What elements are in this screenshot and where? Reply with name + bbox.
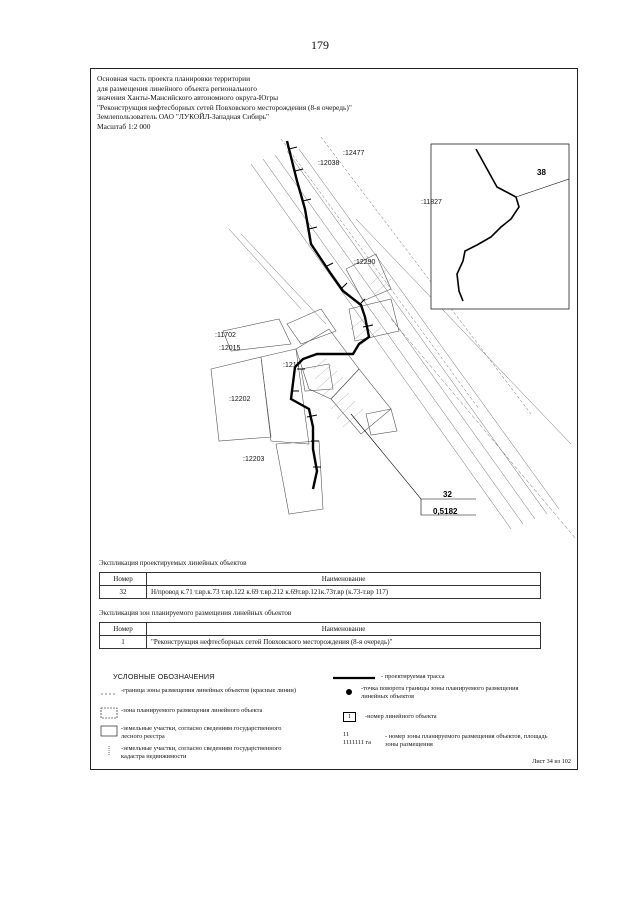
parcel-label: :12038	[318, 160, 340, 167]
legend	[91, 669, 579, 769]
zone-number: 32	[443, 490, 452, 499]
forest-parcel-symbol	[99, 725, 119, 737]
table2-caption: Экспликация зон планируемого размещения линейных объектов	[99, 609, 292, 617]
map-drawing	[91, 69, 579, 629]
title-block	[97, 74, 397, 131]
zone-area: 0,5182	[433, 507, 458, 516]
legend-item-zone: -зона планируемого размещения линейного объекта	[121, 707, 263, 714]
projected-route	[287, 141, 369, 489]
table1-cell-number: 32	[100, 586, 147, 599]
parcel-label: :11827	[421, 199, 442, 206]
table2-cell-name: "Реконструкция нефтесборных сетей Повховского месторождения (8-я очередь)"	[147, 636, 541, 649]
table2-header-number: Номер	[100, 623, 147, 636]
page-number: 179	[311, 38, 329, 52]
table1	[99, 572, 541, 599]
hatching	[313, 269, 391, 427]
table2-cell-number: 1	[100, 636, 147, 649]
parcel-label: :12203	[243, 456, 265, 463]
table1-header-number: Номер	[100, 573, 147, 586]
inset-frame	[431, 144, 569, 309]
table1-cell-name: Н/провод к.71 т.вр.к.73 т.вр.122 к.69 т.вр.212 к.69т.вр.121к.73т.вр (к.73-т.вр 117)	[147, 586, 541, 599]
title-line: Землепользователь ОАО "ЛУКОЙЛ-Западная Сибирь"	[97, 112, 270, 121]
sheet-number: Лист 34 из 102	[532, 758, 571, 765]
table1-header-name: Наименование	[147, 573, 541, 586]
table-row	[100, 636, 541, 649]
inset-label: 38	[537, 168, 546, 177]
route-symbol	[331, 674, 377, 682]
table1-caption: Экспликация проектируемых линейных объектов	[99, 559, 247, 567]
legend-title: УСЛОВНЫЕ ОБОЗНАЧЕНИЯ	[113, 672, 215, 681]
title-line: Масштаб 1:2 000	[97, 121, 151, 131]
parcel-label: :12202	[229, 396, 251, 403]
cadastre-parcel-symbol	[99, 745, 119, 757]
table2	[99, 622, 541, 649]
legend-item-number: -номер линейного объекта	[365, 713, 437, 720]
parcel-label: :12290	[354, 259, 376, 266]
zone-number-sample: 11	[343, 731, 350, 738]
legend-item-forest: -земельные участки, согласно сведениям государственного лесного реестра	[121, 725, 282, 740]
parcel-label: :12477	[343, 150, 365, 157]
zone-area-sample: 1111111 га	[343, 739, 371, 746]
number-box-symbol: 1	[343, 712, 356, 722]
map-sheet	[90, 68, 578, 770]
title-line: "Реконструкция нефтесборных сетей Повховского месторождения (8-я очередь)"	[97, 102, 352, 112]
title-line: Основная часть проекта планировки территории	[97, 74, 251, 83]
legend-item-boundary: -граница зоны размещения линейных объектов (красные линии)	[121, 687, 296, 694]
title-line: для размещения линейного объекта регионального	[97, 83, 257, 93]
table-row	[100, 586, 541, 599]
table2-header-name: Наименование	[147, 623, 541, 636]
legend-item-cadastre: -земельные участки, согласно сведениям государственного кадастра недвижимости	[121, 745, 282, 760]
legend-item-turn-point: -точка поворота границы зоны планируемого размещения линейных объектов	[361, 685, 519, 700]
title-line: значения Ханты-Мансийского автономного округа-Югры	[97, 93, 279, 102]
legend-item-route: - проектируемая трасса	[381, 673, 445, 680]
zone-symbol	[99, 707, 119, 719]
parcel-label: :11702	[215, 332, 236, 339]
parcel-label: :1217	[283, 362, 301, 369]
red-line-symbol	[99, 689, 119, 699]
parcel-outlines	[211, 254, 399, 514]
turn-point-symbol	[343, 687, 355, 697]
parcel-label: :12015	[219, 345, 241, 352]
legend-item-zone-number: - номер зоны планируемого размещения объектов, площадь зоны размещения	[385, 733, 548, 748]
